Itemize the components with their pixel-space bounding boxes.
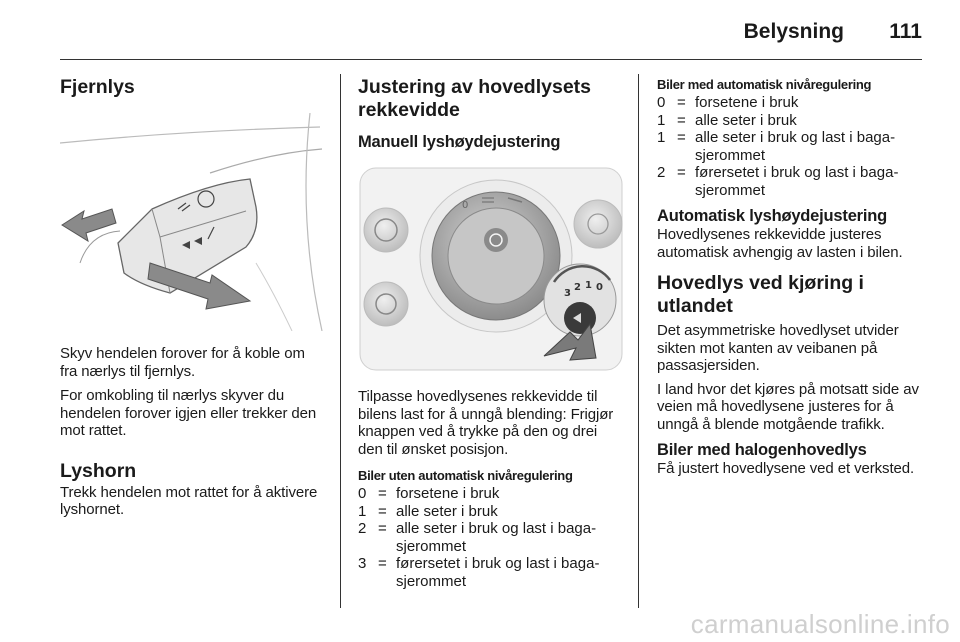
heading-automatisk: Automatisk lyshøydejustering xyxy=(657,207,888,225)
list-text: alle seter i bruk xyxy=(695,111,797,129)
section-title: Belysning xyxy=(743,20,844,43)
figure-headlight-lever xyxy=(60,113,326,331)
list-item xyxy=(657,129,923,164)
list-item xyxy=(358,503,624,521)
list-key: 3 xyxy=(358,555,367,572)
list-key: 1 xyxy=(657,111,666,129)
column-3 xyxy=(657,76,923,478)
paragraph-manuell: Tilpasse hovedlysenes rekkevidde til bilens last for å unngå blending: Frigjør knappen ved å trykke på den og drei den til ønsket posisjon. xyxy=(358,388,614,458)
list-text: forsetene i bruk xyxy=(695,94,799,111)
list-item xyxy=(358,520,624,555)
column-2 xyxy=(358,76,624,590)
list-equals: = xyxy=(677,129,686,146)
watermark: carmanualsonline.info xyxy=(690,609,950,639)
list-item xyxy=(657,164,923,199)
paragraph-lyshorn: Trekk hendelen mot rattet for å aktivere lyshornet. xyxy=(60,483,318,518)
level-list-uten xyxy=(358,485,624,590)
list-text: forsetene i bruk xyxy=(396,485,500,502)
paragraph-halogen: Få justert hovedlysene ved et verksted. xyxy=(657,460,915,477)
figure-light-switch-panel xyxy=(358,164,624,374)
list-item xyxy=(358,485,624,503)
list-text: førersetet i bruk og last i bagasjerommet xyxy=(396,555,600,590)
list-equals: = xyxy=(677,94,686,111)
dial-label-0: 0 xyxy=(596,282,603,293)
column-divider-1 xyxy=(340,74,341,608)
heading-utlandet: Hovedlys ved kjøring i utlandet xyxy=(657,272,864,317)
list-item xyxy=(358,555,624,590)
dial-label-1: 1 xyxy=(585,280,592,291)
list-title-uten-nivaregulering: Biler uten automatisk nivåregulering xyxy=(358,468,573,483)
paragraph-utlandet-2: I land hvor det kjøres på motsatt side av veien må hovedlysene justeres for å unngå å blende motgående trafikk. xyxy=(657,380,919,433)
page-number: 111 xyxy=(889,20,922,43)
paragraph-fjernlys-1: Skyv hendelen forover for å koble om fra nærlys til fjernlys. xyxy=(60,345,305,380)
list-text: alle seter i bruk og last i bagasjerommet xyxy=(396,520,597,555)
heading-manuell: Manuell lyshøydejustering xyxy=(358,133,561,151)
list-text: alle seter i bruk xyxy=(396,502,498,520)
list-equals: = xyxy=(378,485,387,502)
list-key: 2 xyxy=(657,164,666,181)
list-equals: = xyxy=(378,555,387,572)
level-list-med xyxy=(657,94,923,199)
list-key: 2 xyxy=(358,520,367,537)
paragraph-automatisk: Hovedlysenes rekkevidde justeres automatisk avhengig av lasten i bilen. xyxy=(657,226,903,261)
list-key: 1 xyxy=(358,502,367,520)
heading-justering: Justering av hovedlysets rekkevidde xyxy=(358,76,592,121)
paragraph-fjernlys-2: For omkobling til nærlys skyver du hendelen forover igjen eller trekker den mot rattet. xyxy=(60,387,317,439)
heading-halogen: Biler med halogenhovedlys xyxy=(657,441,867,459)
list-key: 0 xyxy=(657,94,666,111)
column-1 xyxy=(60,76,326,519)
list-equals: = xyxy=(677,111,686,129)
list-item xyxy=(657,94,923,112)
list-key: 1 xyxy=(657,129,666,146)
list-key: 0 xyxy=(358,485,367,502)
list-text: førersetet i bruk og last i bagasjerommet xyxy=(695,164,899,199)
dial-label-top: 0 xyxy=(462,200,469,211)
dial-label-3: 3 xyxy=(564,288,571,299)
column-divider-2 xyxy=(638,74,639,608)
heading-lyshorn: Lyshorn xyxy=(60,459,137,482)
list-equals: = xyxy=(677,164,686,181)
list-equals: = xyxy=(378,520,387,537)
heading-fjernlys: Fjernlys xyxy=(60,76,135,98)
list-equals: = xyxy=(378,502,387,520)
paragraph-utlandet-1: Det asymmetriske hovedlyset utvider sikten mot kanten av veibanen på passasjersiden. xyxy=(657,322,899,374)
list-text: alle seter i bruk og last i bagasjerommet xyxy=(695,129,896,164)
lever-illustration xyxy=(60,113,326,331)
list-title-med-nivaregulering: Biler med automatisk nivåregulering xyxy=(657,77,872,92)
list-item xyxy=(657,112,923,130)
switch-panel-illustration xyxy=(358,164,624,374)
page-header xyxy=(60,14,922,60)
dial-label-2: 2 xyxy=(574,282,581,293)
